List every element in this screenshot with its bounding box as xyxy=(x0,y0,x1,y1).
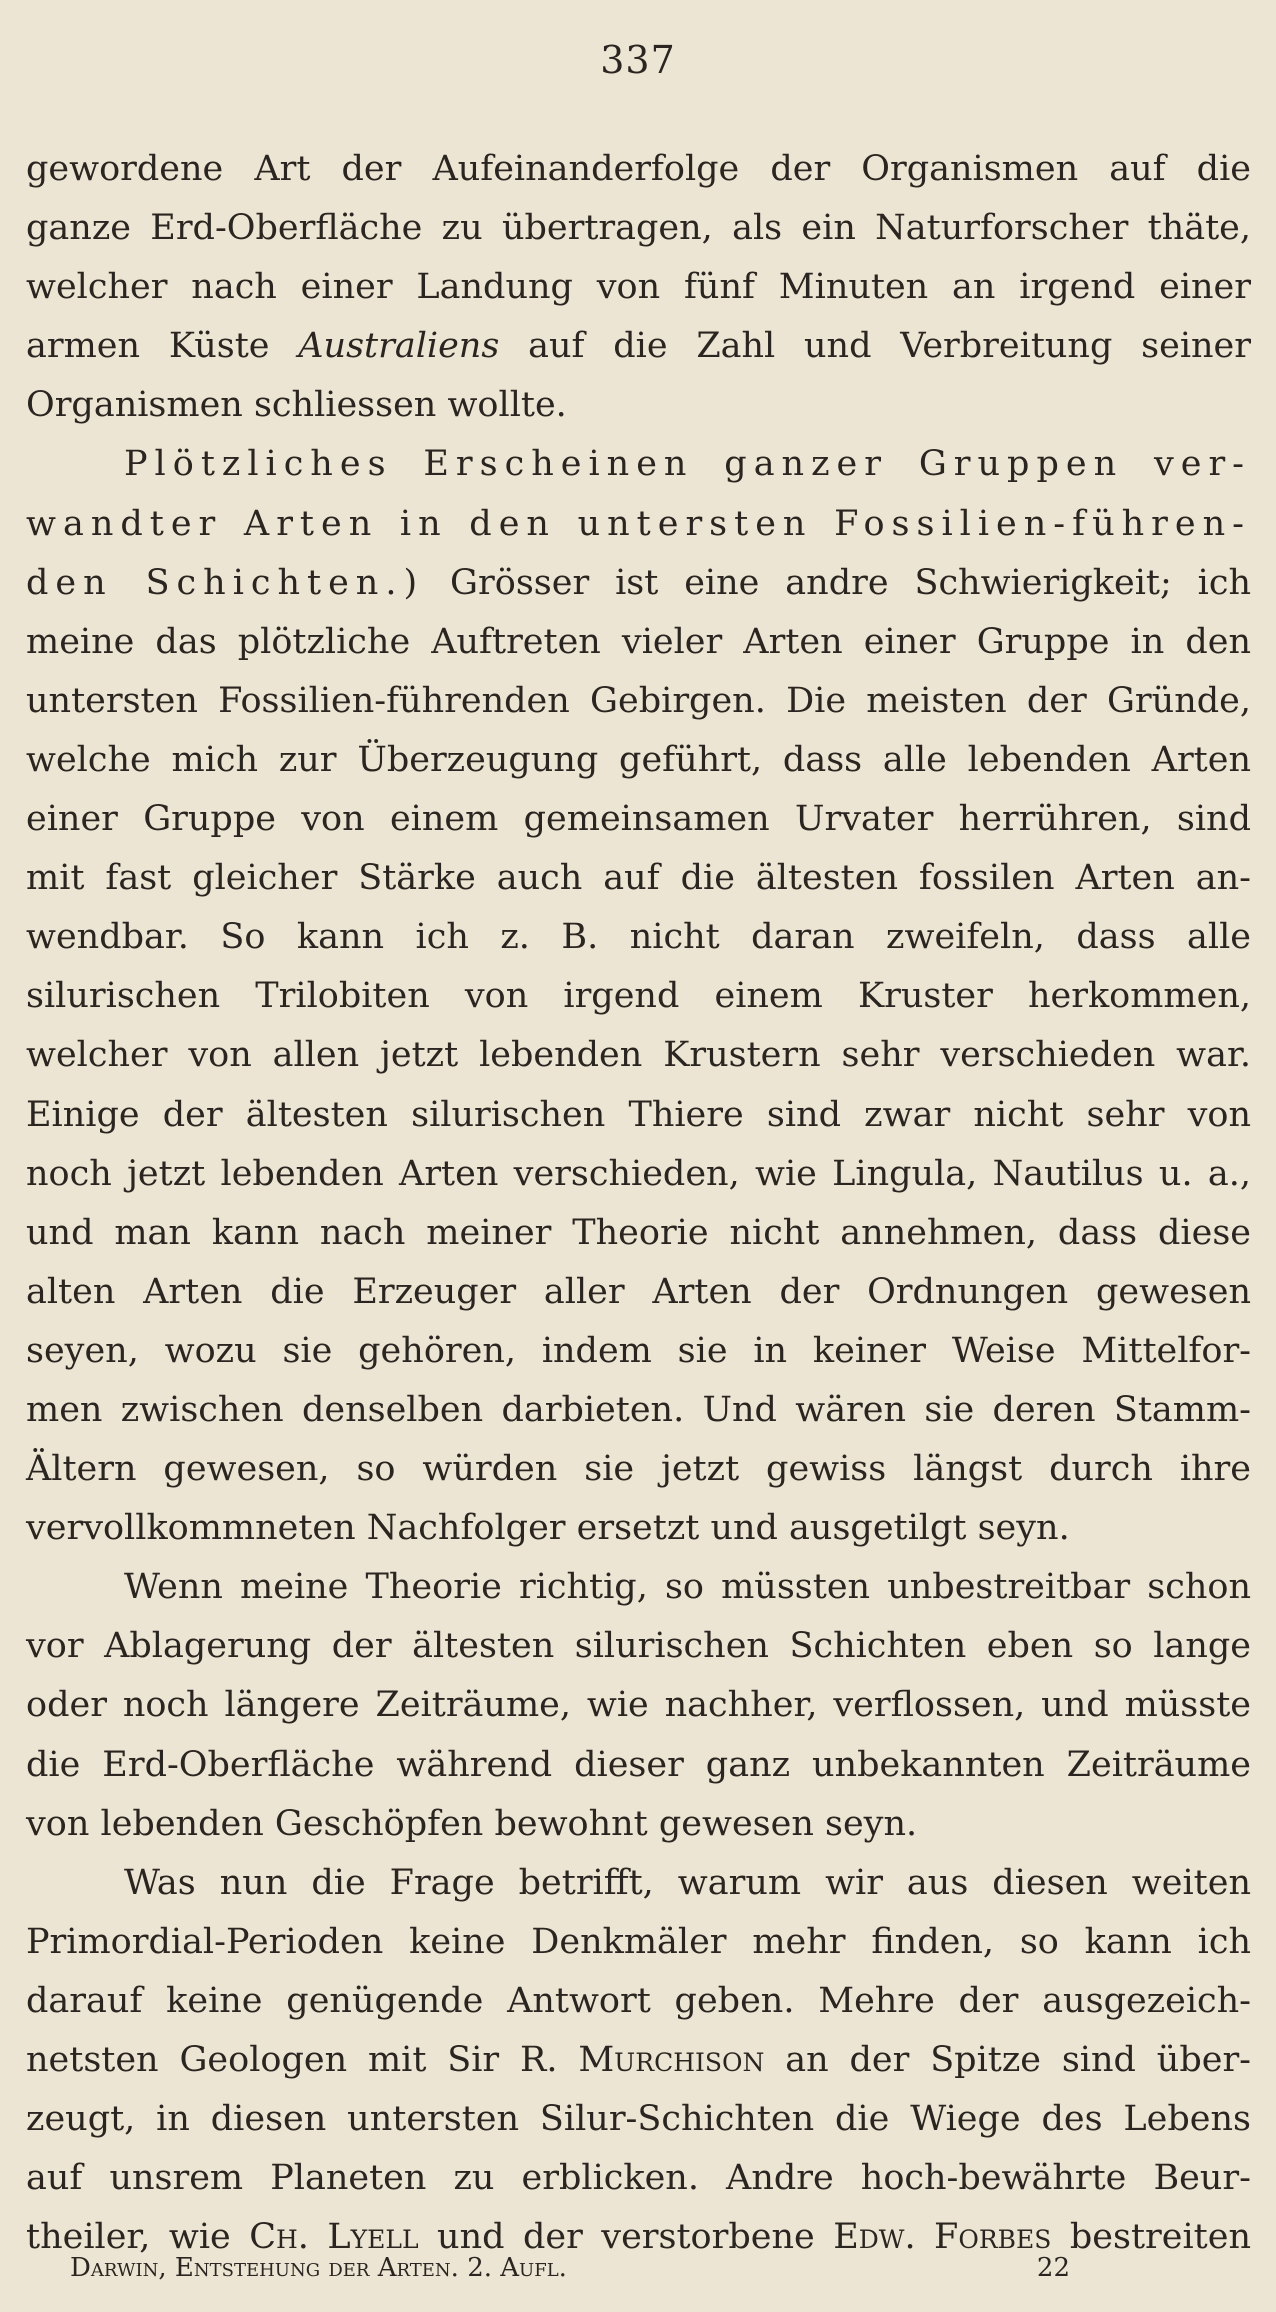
text-span: an der Spitze sind über- xyxy=(764,2040,1251,2080)
text-span: theiler, wie xyxy=(26,2217,250,2258)
text-span: noch jetzt lebenden Arten verschieden, wie Lingula, Nautilus u. a., xyxy=(26,1153,1251,1194)
text-line xyxy=(26,908,1251,967)
text-line xyxy=(26,1440,1251,1499)
running-title: Darwin, Entstehung der Arten. 2. Aufl. xyxy=(70,2253,567,2283)
text-span: untersten Fossilien-führenden Gebirgen. Die meisten der Gründe, xyxy=(26,680,1251,721)
text-span: welche mich zur Überzeugung geführt, dass alle lebenden Arten xyxy=(26,739,1251,780)
text-line xyxy=(26,731,1251,790)
text-span: silurischen Trilobiten von irgend einem Kruster herkommen, xyxy=(26,976,1251,1017)
text-span: Organismen schliessen wollte. xyxy=(26,385,567,426)
text-span: welcher nach einer Landung von fünf Minuten an irgend einer xyxy=(26,267,1251,308)
text-line xyxy=(26,1558,1251,1617)
text-line xyxy=(26,554,1251,613)
text-line xyxy=(26,2031,1251,2090)
text-line xyxy=(26,672,1251,731)
text-span: einer Gruppe von einem gemeinsamen Urvater herrühren, sind xyxy=(26,799,1251,840)
text-line xyxy=(26,376,1251,435)
text-span: vor Ablagerung der ältesten silurischen Schichten eben so lange xyxy=(26,1626,1251,1667)
signature-mark: 22 xyxy=(1036,2253,1070,2283)
text-span: gewordene Art der Aufeinanderfolge der Organismen auf die xyxy=(26,149,1251,189)
text-span: wendbar. So kann ich z. B. nicht daran zweifeln, dass alle xyxy=(26,917,1251,958)
text-line xyxy=(26,1381,1251,1440)
text-span: ganze Erd-Oberfläche zu übertragen, als ein Naturforscher thäte, xyxy=(26,208,1251,249)
text-span: Plötzliches Erscheinen ganzer Gruppen ver- xyxy=(124,444,1251,485)
text-line xyxy=(26,1322,1251,1381)
text-span: den Schichten.) xyxy=(26,562,425,603)
text-line xyxy=(26,1854,1251,1913)
page-footer xyxy=(70,2253,1070,2283)
text-span: armen Küste xyxy=(26,326,299,367)
text-span: auf unsrem Planeten zu erblicken. Andre hoch-bewährte Beur- xyxy=(26,2158,1251,2199)
text-line xyxy=(26,1026,1251,1085)
text-line xyxy=(26,258,1251,317)
text-span: Ch. Lyell xyxy=(249,2217,419,2258)
text-span: men zwischen denselben darbieten. Und wären sie deren Stamm- xyxy=(26,1389,1251,1430)
text-span: und man kann nach meiner Theorie nicht annehmen, dass diese xyxy=(26,1212,1251,1253)
text-line xyxy=(26,140,1251,199)
text-line xyxy=(26,967,1251,1026)
text-line xyxy=(26,495,1251,554)
text-span: Was nun die Frage betrifft, warum wir aus diesen weiten xyxy=(124,1862,1251,1903)
text-span: zeugt, in diesen untersten Silur-Schichten die Wiege des Lebens xyxy=(26,2099,1251,2140)
text-line xyxy=(26,790,1251,849)
page-number: 337 xyxy=(600,38,676,82)
text-span: auf die Zahl und Verbreitung seiner xyxy=(499,326,1252,367)
text-line xyxy=(26,435,1251,494)
text-span: Ältern gewesen, so würden sie jetzt gewiss längst durch ihre xyxy=(26,1449,1251,1490)
text-span: darauf keine genügende Antwort geben. Mehre der ausgezeich- xyxy=(26,1980,1251,2021)
text-span: Edw. Forbes xyxy=(833,2217,1052,2258)
text-line xyxy=(26,1913,1251,1972)
text-span: vervollkommneten Nachfolger ersetzt und ausgetilgt seyn. xyxy=(26,1508,1070,1549)
text-span: Wenn meine Theorie richtig, so müssten unbestreitbar schon xyxy=(124,1567,1251,1608)
text-span: und der verstorbene xyxy=(418,2217,834,2258)
text-span: mit fast gleicher Stärke auch auf die ältesten fossilen Arten an- xyxy=(26,858,1251,899)
text-line xyxy=(26,1263,1251,1322)
text-span: Grösser ist eine andre Schwierigkeit; ich xyxy=(424,562,1251,603)
text-line xyxy=(26,317,1251,376)
text-line xyxy=(26,613,1251,672)
text-line xyxy=(26,1499,1251,1558)
body-text xyxy=(26,140,1251,2267)
text-span: Einige der ältesten silurischen Thiere sind zwar nicht sehr von xyxy=(26,1094,1251,1135)
text-line xyxy=(26,1204,1251,1263)
text-span: meine das plötzliche Auftreten vieler Arten einer Gruppe in den xyxy=(26,621,1251,662)
text-span: Australiens xyxy=(298,326,500,367)
text-span: Murchison xyxy=(578,2040,765,2080)
text-line xyxy=(26,849,1251,908)
text-span: von lebenden Geschöpfen bewohnt gewesen seyn. xyxy=(26,1803,918,1844)
text-span: alten Arten die Erzeuger aller Arten der Ordnungen gewesen xyxy=(26,1271,1251,1312)
text-line xyxy=(26,1617,1251,1676)
text-span: Primordial-Perioden keine Denkmäler mehr finden, so kann ich xyxy=(26,1921,1251,1962)
text-span: wandter Arten in den untersten Fossilien-führen- xyxy=(26,503,1251,544)
text-line xyxy=(26,1086,1251,1145)
text-span: welcher von allen jetzt lebenden Krustern sehr verschieden war. xyxy=(26,1035,1251,1076)
text-line xyxy=(26,1145,1251,1204)
text-line xyxy=(26,1676,1251,1735)
text-line xyxy=(26,2149,1251,2208)
text-span: oder noch längere Zeiträume, wie nachher, verflossen, und müsste xyxy=(26,1685,1251,1726)
text-span: die Erd-Oberfläche während dieser ganz unbekannten Zeiträume xyxy=(26,1744,1251,1785)
text-line xyxy=(26,1736,1251,1795)
text-span: bestreiten xyxy=(1051,2217,1251,2258)
text-span: netsten Geologen mit Sir R. xyxy=(26,2040,579,2080)
text-line xyxy=(26,2090,1251,2149)
text-line xyxy=(26,1972,1251,2031)
text-line xyxy=(26,199,1251,258)
text-line xyxy=(26,1795,1251,1854)
text-span: seyen, wozu sie gehören, indem sie in keiner Weise Mittelfor- xyxy=(26,1330,1251,1371)
